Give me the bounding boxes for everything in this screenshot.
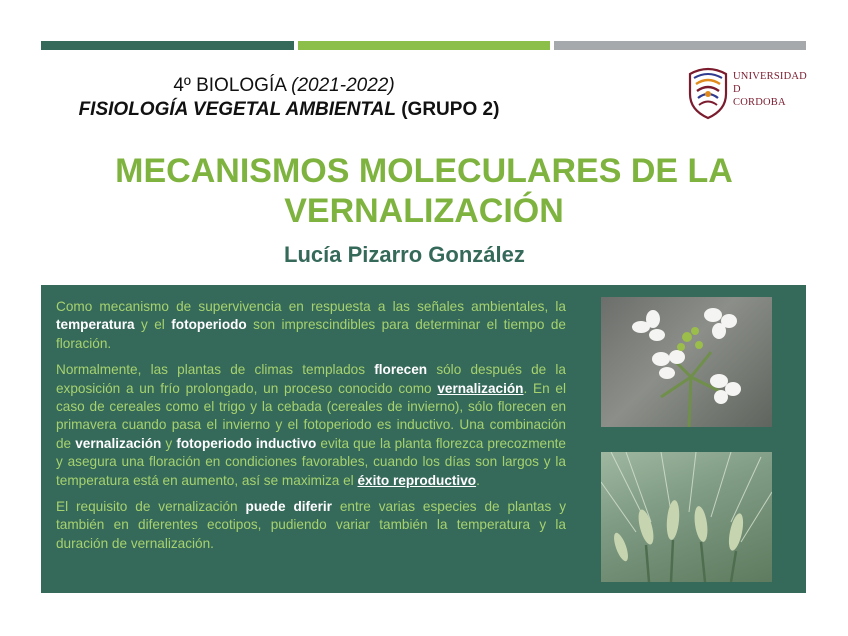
text-run: Normalmente, las plantas de climas templados [56,362,375,378]
flower-photo [601,297,772,427]
logo-line-3: CORDOBA [733,97,786,108]
bold-term: fotoperiodo inductivo [176,435,317,451]
text-run: entre varias especies de plantas y también en diferentes ecotipos, pudiendo variar también la temperatura y la duración de vernalización. [56,499,566,551]
university-logo [686,64,806,122]
subject-line [0,99,578,121]
academic-year: (2021-2022) [291,75,395,96]
paragraph-1 [56,298,566,353]
text-run: . En el caso de cereales como el trigo y la cebada (cereales de invierno), sólo florecen en primavera cuando pasa el invierno y el fotoperiodo es inductivo. Una combinación de [56,380,566,451]
bold-term: temperatura [56,317,135,333]
accent-bar-light-green [298,41,550,50]
bold-term: florecen [374,362,428,378]
text-run: Como mecanismo de supervivencia en respuesta a las señales ambientales, la [56,299,566,314]
accent-bar-dark-green [41,41,294,50]
course-year-line [0,75,568,97]
bold-term: fotoperiodo [171,317,247,333]
logo-line-2: D [733,84,741,95]
text-run: sólo después de la exposición a un frío prolongado, un proceso conocido como [56,362,566,396]
text-run: son imprescindibles para determinar el tiempo de floración. [56,317,566,351]
group-label: (GRUPO 2) [395,99,500,120]
university-seal-icon [686,64,730,120]
author-name: Lucía Pizarro González [284,242,525,267]
barley-field-icon [601,452,772,582]
text-run: y [161,435,177,451]
title-line-2: VERNALIZACIÓN [284,192,564,230]
course-label: 4º BIOLOGÍA [173,75,292,96]
bold-term: puede diferir [245,499,332,515]
subject-name: FISIOLOGÍA VEGETAL AMBIENTAL [78,99,396,120]
logo-line-1: UNIVERSIDAD [733,71,807,82]
white-flowers-icon [601,297,772,427]
text-run: . [476,472,480,488]
barley-photo [601,452,772,582]
underlined-term: éxito reproductivo [357,472,477,488]
text-run: evita que la planta florezca precozmente y asegura una floración en condiciones favorables, cuando los días son largos y la temperatura está en aumento, así se maximiza el [56,435,566,488]
text-run: El requisito de vernalización [56,499,246,515]
body-text [56,298,566,561]
underlined-term: vernalización [437,380,524,396]
title-line-1: MECANISMOS MOLECULARES DE LA [115,152,733,190]
paragraph-3 [56,498,566,553]
bold-term: vernalización [75,435,162,451]
page-title [40,151,808,231]
accent-bar-gray [554,41,806,50]
paragraph-2 [56,361,566,490]
university-name [733,70,807,109]
text-run: y el [134,317,172,333]
